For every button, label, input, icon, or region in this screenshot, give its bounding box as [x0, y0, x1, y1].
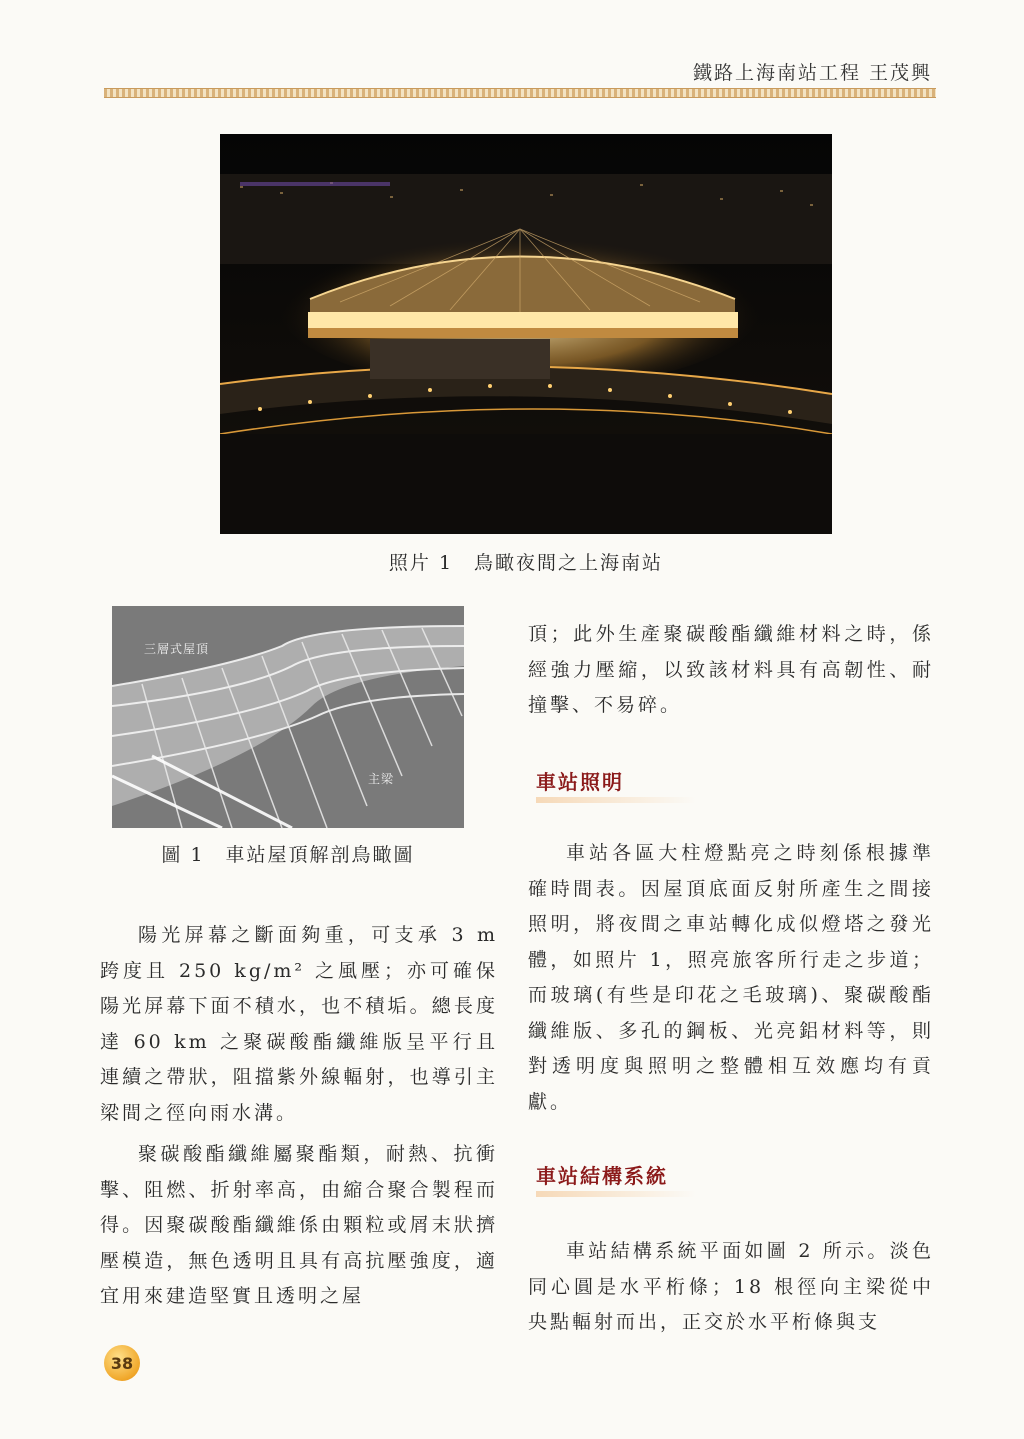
station-night-illustration	[220, 134, 832, 534]
running-header: 鐵路上海南站工程 王茂興	[692, 62, 932, 84]
header-decorative-rule	[104, 88, 936, 98]
heading-station-lighting: 車站照明	[536, 766, 696, 803]
paragraph-continued: 頂；此外生產聚碳酸酯纖維材料之時，係經強力壓縮，以致該材料具有高韌性、耐撞擊、不易碎。	[528, 623, 934, 716]
paragraph-polycarbonate: 聚碳酸酯纖維屬聚酯類，耐熱、抗衝擊、阻燃、折射率高，由縮合聚合製程而得。因聚碳酸酯纖維係由顆粒或屑末狀擠壓模造，無色透明且具有高抗壓強度，適宜用來建造堅實且透明之屋	[100, 1143, 498, 1307]
main-beam-label: 主梁	[368, 772, 395, 786]
heading-structural-system: 車站結構系統	[536, 1160, 696, 1197]
paragraph-sunscreen: 陽光屏幕之斷面夠重，可支承 3 m 跨度且 250 kg/m² 之風壓；亦可確保陽光屏幕下面不積水，也不積垢。總長度達 60 km 之聚碳酸酯纖維版呈平行且連續之帶狀，阻擋紫外線輻射，也導引主梁間之徑向雨水溝。	[100, 924, 498, 1124]
figure-caption: 圖 1 車站屋頂解剖鳥瞰圖	[161, 844, 415, 866]
photo-caption: 照片 1 鳥瞰夜間之上海南站	[388, 552, 664, 574]
paragraph-structure: 車站結構系統平面如圖 2 所示。淡色同心圓是水平桁條；18 根徑向主梁從中央點輻射而出，正交於水平桁條與支	[528, 1240, 934, 1333]
page-number: 38	[104, 1345, 140, 1381]
night-aerial-photo	[220, 134, 832, 534]
roof-anatomy-figure	[112, 606, 464, 828]
paragraph-lighting: 車站各區大柱燈點亮之時刻係根據準確時間表。因屋頂底面反射所產生之間接照明，將夜間之車站轉化成似燈塔之發光體，如照片 1，照亮旅客所行走之步道；而玻璃(有些是印花之毛玻璃)、聚碳酸酯纖維版、多孔的鋼板、光亮鋁材料等，則對透明度與照明之整體相互效應均有貢獻。	[528, 842, 934, 1113]
roof-layer-label: 三層式屋頂	[144, 642, 210, 656]
